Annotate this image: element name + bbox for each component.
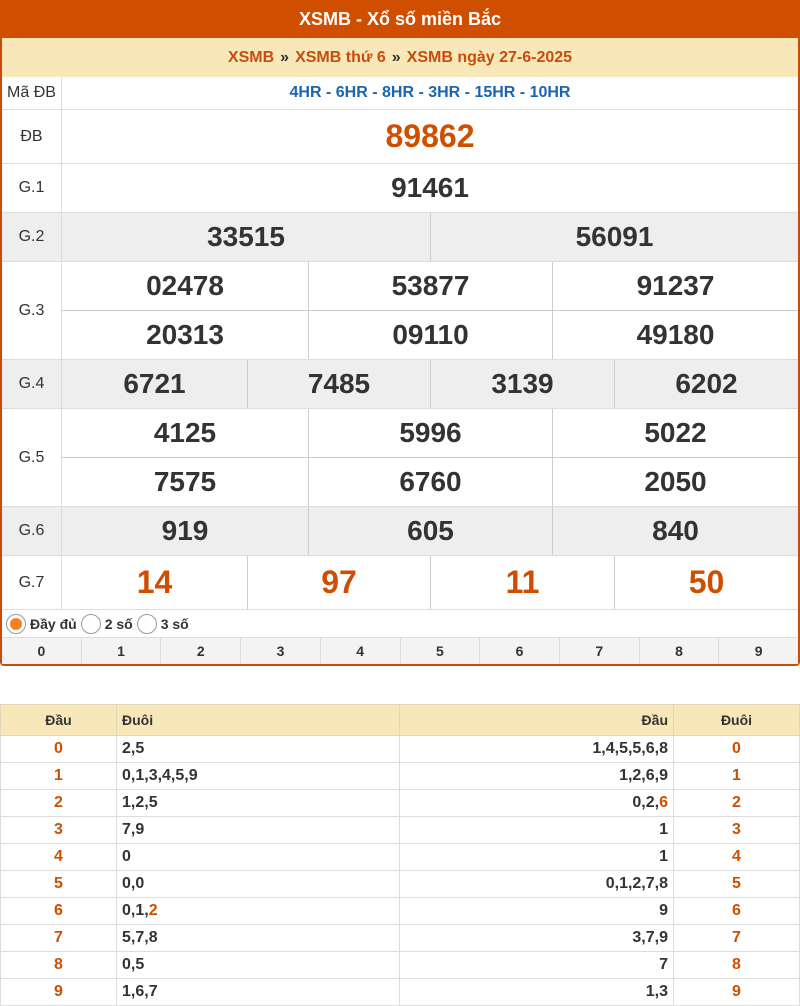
duoi-text: 0,1, <box>122 902 149 919</box>
breadcrumb-separator: » <box>280 48 290 66</box>
row-g4 <box>2 360 798 409</box>
radio-icon[interactable] <box>137 614 157 634</box>
prize-number: 6202 <box>614 360 798 408</box>
breadcrumb-separator: » <box>391 48 401 66</box>
prize-number: 09110 <box>308 311 552 359</box>
radio-icon[interactable] <box>81 614 101 634</box>
duoi-digit-cell: 4 <box>674 844 800 871</box>
dau-list-cell: 1,4,5,5,6,8 <box>400 736 674 763</box>
dau-list-text: 0,2, <box>632 794 660 811</box>
dau-cell: 9 <box>1 979 117 1006</box>
prize-number: 56091 <box>430 213 798 261</box>
col-header-duoi: Đuôi <box>674 705 800 736</box>
digit-filter-button[interactable]: 1 <box>81 638 161 664</box>
breadcrumb-weekday-link[interactable]: XSMB thứ 6 <box>295 48 386 66</box>
prize-number: 3139 <box>430 360 614 408</box>
duoi-digit-cell: 7 <box>674 925 800 952</box>
duoi-digit-cell: 8 <box>674 952 800 979</box>
duoi-digit-cell: 1 <box>674 763 800 790</box>
duoi-digit-cell: 3 <box>674 817 800 844</box>
prize-number: 7485 <box>247 360 430 408</box>
breadcrumb-date-link[interactable]: XSMB ngày 27-6-2025 <box>406 48 573 66</box>
table-row <box>1 817 800 844</box>
loto-table <box>0 704 800 1006</box>
duoi-digit-cell: 0 <box>674 736 800 763</box>
dau-list-cell: 9 <box>400 898 674 925</box>
table-row <box>1 763 800 790</box>
duoi-cell: 0,5 <box>117 952 400 979</box>
row-special-code <box>2 77 798 110</box>
duoi-cell: 1,6,7 <box>117 979 400 1006</box>
col-header-dau: Đầu <box>400 705 674 736</box>
special-code-value: 4HR - 6HR - 8HR - 3HR - 15HR - 10HR <box>289 84 571 101</box>
dau-cell: 1 <box>1 763 117 790</box>
duoi-cell: 0,1,3,4,5,9 <box>117 763 400 790</box>
table-row <box>1 790 800 817</box>
dau-cell: 0 <box>1 736 117 763</box>
row-label: G.2 <box>2 213 62 261</box>
row-g2 <box>2 213 798 262</box>
digit-filter-button[interactable]: 6 <box>479 638 559 664</box>
prize-number: 50 <box>614 556 798 609</box>
duoi-digit-cell: 9 <box>674 979 800 1006</box>
prize-number: 2050 <box>552 458 798 506</box>
dau-list-cell: 1 <box>400 844 674 871</box>
prize-number: 5996 <box>308 409 552 457</box>
duoi-cell: 0 <box>117 844 400 871</box>
row-label: G.7 <box>2 556 62 609</box>
digit-filter-button[interactable]: 5 <box>400 638 480 664</box>
dau-list-highlight: 6 <box>659 794 668 811</box>
digit-filter-button[interactable]: 2 <box>160 638 240 664</box>
dau-cell: 2 <box>1 790 117 817</box>
duoi-cell: 1,2,5 <box>117 790 400 817</box>
duoi-cell: 5,7,8 <box>117 925 400 952</box>
prize-number: 6760 <box>308 458 552 506</box>
duoi-cell <box>117 898 400 925</box>
option-label: 3 số <box>160 615 189 632</box>
table-row <box>1 736 800 763</box>
dau-list-cell <box>400 790 674 817</box>
breadcrumb-xsmb-link[interactable]: XSMB <box>227 48 275 66</box>
table-row <box>1 871 800 898</box>
duoi-digit-cell: 6 <box>674 898 800 925</box>
prize-number: 02478 <box>146 270 224 301</box>
row-label: G.6 <box>2 507 62 555</box>
dau-list-cell: 1,2,6,9 <box>400 763 674 790</box>
loto-header-row <box>1 705 800 736</box>
duoi-digit-cell: 5 <box>674 871 800 898</box>
row-label: G.1 <box>2 164 62 212</box>
row-g5 <box>2 409 798 507</box>
row-g6 <box>2 507 798 556</box>
option-label: 2 số <box>104 615 133 632</box>
digit-filter-button[interactable]: 8 <box>639 638 719 664</box>
page-title: XSMB - Xổ số miền Bắc <box>0 0 800 38</box>
dau-cell: 5 <box>1 871 117 898</box>
duoi-highlight: 2 <box>148 902 158 919</box>
row-g7 <box>2 556 798 610</box>
option-two-digits[interactable] <box>81 614 133 634</box>
option-three-digits[interactable] <box>137 614 189 634</box>
dau-list-cell: 3,7,9 <box>400 925 674 952</box>
prize-number: 605 <box>308 507 552 555</box>
row-label: Mã ĐB <box>2 77 62 109</box>
col-header-dau: Đầu <box>1 705 117 736</box>
prize-number: 6721 <box>123 368 186 399</box>
duoi-cell: 0,0 <box>117 871 400 898</box>
dau-cell: 4 <box>1 844 117 871</box>
dau-cell: 7 <box>1 925 117 952</box>
duoi-digit-cell: 2 <box>674 790 800 817</box>
prize-number: 840 <box>552 507 798 555</box>
table-row <box>1 952 800 979</box>
prize-number: 4125 <box>153 417 217 448</box>
prize-number: 91237 <box>552 262 798 310</box>
digit-filter-button[interactable]: 0 <box>37 643 46 659</box>
prize-number: 49180 <box>552 311 798 359</box>
radio-selected-icon[interactable] <box>6 614 26 634</box>
prize-number: 91461 <box>391 172 469 203</box>
option-full[interactable] <box>6 614 77 634</box>
digit-filter-bar <box>2 638 798 664</box>
prize-number: 7575 <box>153 466 217 497</box>
prize-number: 33515 <box>207 221 285 252</box>
dau-cell: 6 <box>1 898 117 925</box>
digit-filter-button[interactable]: 4 <box>320 638 400 664</box>
digit-filter-button[interactable]: 9 <box>718 638 798 664</box>
prize-number: 11 <box>430 556 614 609</box>
row-special-prize <box>2 110 798 164</box>
duoi-cell: 7,9 <box>117 817 400 844</box>
row-label: G.4 <box>2 360 62 408</box>
digit-filter-button[interactable]: 7 <box>559 638 639 664</box>
dau-list-cell: 1,3 <box>400 979 674 1006</box>
table-row <box>1 925 800 952</box>
table-row <box>1 898 800 925</box>
duoi-cell: 2,5 <box>117 736 400 763</box>
row-g1 <box>2 164 798 213</box>
row-label: G.5 <box>2 409 62 506</box>
row-g3 <box>2 262 798 360</box>
option-label: Đầy đủ <box>30 615 77 632</box>
breadcrumb <box>2 38 798 77</box>
prize-number: 20313 <box>146 319 224 350</box>
row-label: ĐB <box>2 110 62 163</box>
dau-list-cell: 7 <box>400 952 674 979</box>
prize-number: 14 <box>136 564 173 600</box>
col-header-duoi: Đuôi <box>117 705 400 736</box>
row-label: G.3 <box>2 262 62 359</box>
table-row <box>1 844 800 871</box>
prize-number: 5022 <box>552 409 798 457</box>
dau-list-cell: 1 <box>400 817 674 844</box>
prize-number: 919 <box>161 515 209 546</box>
prize-number: 97 <box>247 556 430 609</box>
prize-number: 53877 <box>308 262 552 310</box>
dau-list-cell: 0,1,2,7,8 <box>400 871 674 898</box>
dau-cell: 8 <box>1 952 117 979</box>
special-prize-number: 89862 <box>385 118 475 154</box>
display-options <box>2 610 798 638</box>
table-row <box>1 979 800 1006</box>
dau-cell: 3 <box>1 817 117 844</box>
digit-filter-button[interactable]: 3 <box>240 638 320 664</box>
